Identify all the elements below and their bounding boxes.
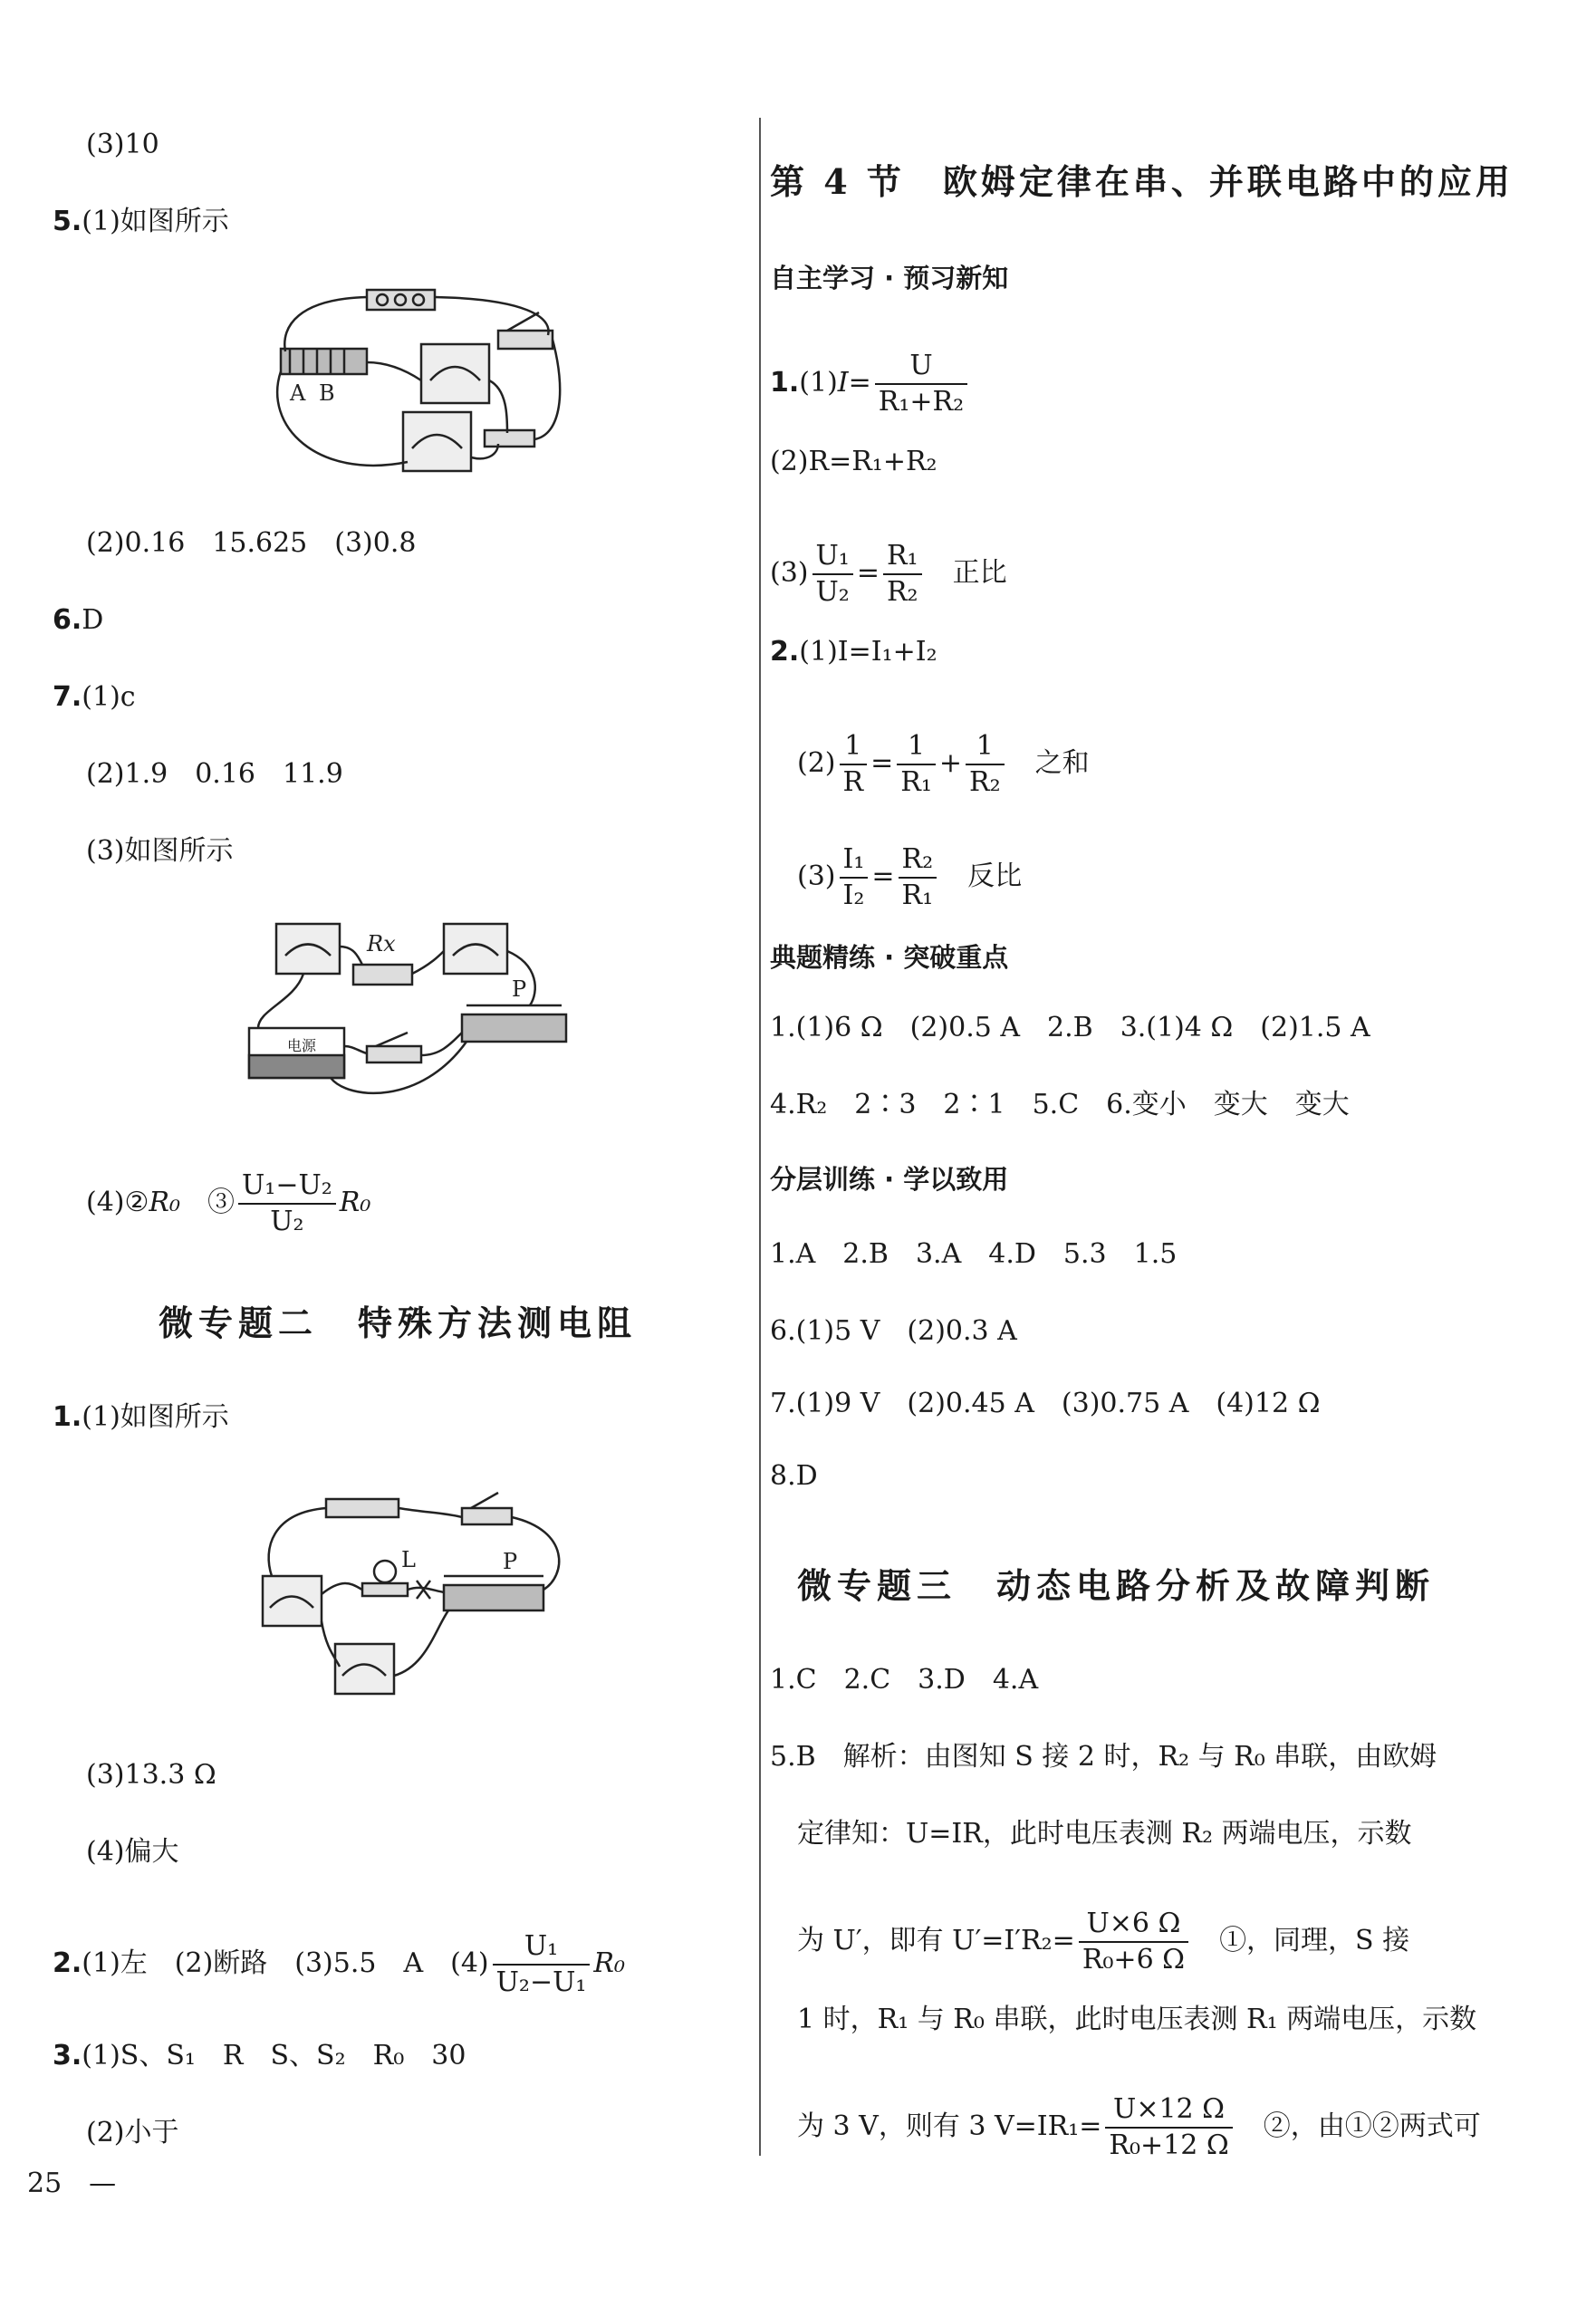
self-study-2: 2.(1)I=I₁+I₂: [770, 636, 937, 668]
answer-line: 定律知：U=IR，此时电压表测 R₂ 两端电压，示数: [797, 1818, 1412, 1850]
label-power: 电源: [287, 1037, 317, 1054]
fraction: $\frac{\text{R₂}}{\text{R₁}}$: [899, 842, 937, 913]
lamp: [374, 1561, 396, 1582]
answer-line: (4)②R₀ ③ $\frac{\text{U₁−U₂}}{\text{U₂}}$ R₀: [86, 1169, 371, 1237]
answer-line: (3) $\frac{\text{I₁}}{\text{I₂}}$ = $\frac{\text{R₂}}{\text{R₁}}$ 反比: [797, 843, 1023, 911]
answer-line: (4)偏大: [86, 1836, 179, 1868]
special-topic-3-title: 微专题三 动态电路分析及故障判断: [797, 1565, 1436, 1606]
answer-line: (3)10: [86, 129, 159, 160]
label-b: B: [319, 380, 335, 406]
self-study-1: 1.(1)I= $\frac{U}{\text{R₁+R₂}}$: [770, 349, 971, 419]
answer-line: (2)R=R₁+R₂: [770, 446, 937, 477]
label-p: P: [512, 976, 527, 1002]
column-divider: [759, 118, 761, 2156]
battery: [326, 1499, 399, 1517]
ammeter: [444, 924, 507, 974]
subsection-heading: 分层训练 · 学以致用: [770, 1164, 1009, 1195]
fraction: $\frac{1}{R}$: [840, 729, 868, 800]
fraction: $\frac{U}{\text{R₁+R₂}}$: [875, 349, 967, 419]
subsection-heading: 自主学习 · 预习新知: [770, 263, 1009, 293]
ammeter: [421, 344, 489, 403]
ammeter: [335, 1644, 394, 1694]
answer-line: (2)小于: [86, 2117, 179, 2148]
answer-line: 7.(1)9 V (2)0.45 A (3)0.75 A (4)12 Ω: [770, 1388, 1321, 1419]
label-rx: Rx: [367, 931, 396, 956]
special-topic-2-title: 微专题二 特殊方法测电阻: [159, 1302, 638, 1343]
question-5: 5.(1)如图所示: [53, 206, 229, 237]
fraction: $\frac{\text{I₁}}{\text{I₂}}$: [840, 842, 869, 913]
answer-line: 1.(1)6 Ω (2)0.5 A 2.B 3.(1)4 Ω (2)1.5 A: [770, 1012, 1370, 1043]
answer-line: 为 U′，即有 U′=I′R₂= $\frac{U\times 6 \Omega}{\text{R₀+6 Ω}}$ ①，同理，S 接: [797, 1908, 1410, 1975]
label-p: P: [503, 1549, 518, 1574]
switch: [498, 331, 553, 349]
answer-line: 1.C 2.C 3.D 4.A: [770, 1664, 1039, 1696]
fraction: $\frac{U\times 12 \Omega}{\text{R₀+12 Ω}}$: [1105, 2092, 1232, 2163]
fraction: $\frac{\text{R₁}}{\text{R₂}}$: [883, 539, 922, 610]
answer-line: 8.D: [770, 1460, 818, 1492]
circuit-figure-1: [263, 281, 571, 494]
voltmeter: [263, 1576, 322, 1626]
question-6: 6.D: [53, 604, 104, 636]
coil-resistor: [281, 349, 367, 374]
section-title: 第 4 节 欧姆定律在串、并联电路中的应用: [770, 161, 1514, 202]
answer-line: 1 时，R₁ 与 R₀ 串联，此时电压表测 R₁ 两端电压，示数: [797, 2004, 1477, 2035]
answer-line: (3)如图所示: [86, 835, 234, 867]
special-2-question-1: 1.(1)如图所示: [53, 1401, 229, 1433]
switch: [367, 1046, 421, 1062]
voltmeter: [276, 924, 340, 974]
answer-line: 6.(1)5 V (2)0.3 A: [770, 1315, 1017, 1347]
answer-line: (3)13.3 Ω: [86, 1759, 216, 1791]
fraction: $\frac{\text{U₁−U₂}}{\text{U₂}}$: [238, 1168, 336, 1239]
special-2-question-2: 2.(1)左 (2)断路 (3)5.5 A (4) $\frac{\text{U₁}}{\text{U₂−U₁}}$ R₀: [53, 1930, 626, 1998]
voltmeter: [403, 412, 471, 471]
answer-line: (2) $\frac{1}{R}$ = $\frac{1}{\text{R₁}}$ + $\frac{1}{\text{R₂}}$ 之和: [797, 730, 1090, 798]
fraction: $\frac{U\times 6 \Omega}{\text{R₀+6 Ω}}$: [1079, 1907, 1188, 1977]
answer-line: (3) $\frac{\text{U₁}}{\text{U₂}}$ = $\frac{\text{R₁}}{\text{R₂}}$ 正比: [770, 540, 1007, 608]
subsection-heading: 典题精练 · 突破重点: [770, 942, 1009, 973]
answer-line: (2)1.9 0.16 11.9: [86, 758, 343, 790]
rheostat: [444, 1585, 543, 1610]
fraction: $\frac{1}{\text{R₂}}$: [966, 729, 1005, 800]
fraction: $\frac{1}{\text{R₁}}$: [897, 729, 936, 800]
rheostat-terminal: [485, 430, 534, 447]
circuit-figure-3: [254, 1485, 580, 1712]
page-number: 25 —: [27, 2168, 117, 2199]
answer-line: 4.R₂ 2∶3 2∶1 5.C 6.变小 变大 变大: [770, 1089, 1350, 1120]
special-2-question-3: 3.(1)S、S₁ R S、S₂ R₀ 30: [53, 2040, 466, 2071]
label-a: A: [290, 380, 306, 406]
resistor-rx: [353, 965, 412, 985]
rheostat: [462, 1014, 566, 1042]
answer-line: 1.A 2.B 3.A 4.D 5.3 1.5: [770, 1238, 1178, 1270]
switch: [462, 1508, 512, 1524]
fraction: $\frac{\text{U₁}}{\text{U₂}}$: [812, 539, 853, 610]
answer-line: (2)0.16 15.625 (3)0.8: [86, 527, 417, 559]
answer-line: 5.B 解析：由图知 S 接 2 时，R₂ 与 R₀ 串联，由欧姆: [770, 1741, 1437, 1773]
fraction: $\frac{\text{U₁}}{\text{U₂−U₁}}$: [493, 1929, 591, 2000]
answer-line: 为 3 V，则有 3 V=IR₁= $\frac{U\times 12 \Omega}{\text{R₀+12 Ω}}$ ②，由①②两式可: [797, 2093, 1481, 2161]
circuit-figure-2: [240, 910, 584, 1110]
label-l: L: [401, 1547, 416, 1572]
question-7: 7.(1)c: [53, 681, 136, 713]
